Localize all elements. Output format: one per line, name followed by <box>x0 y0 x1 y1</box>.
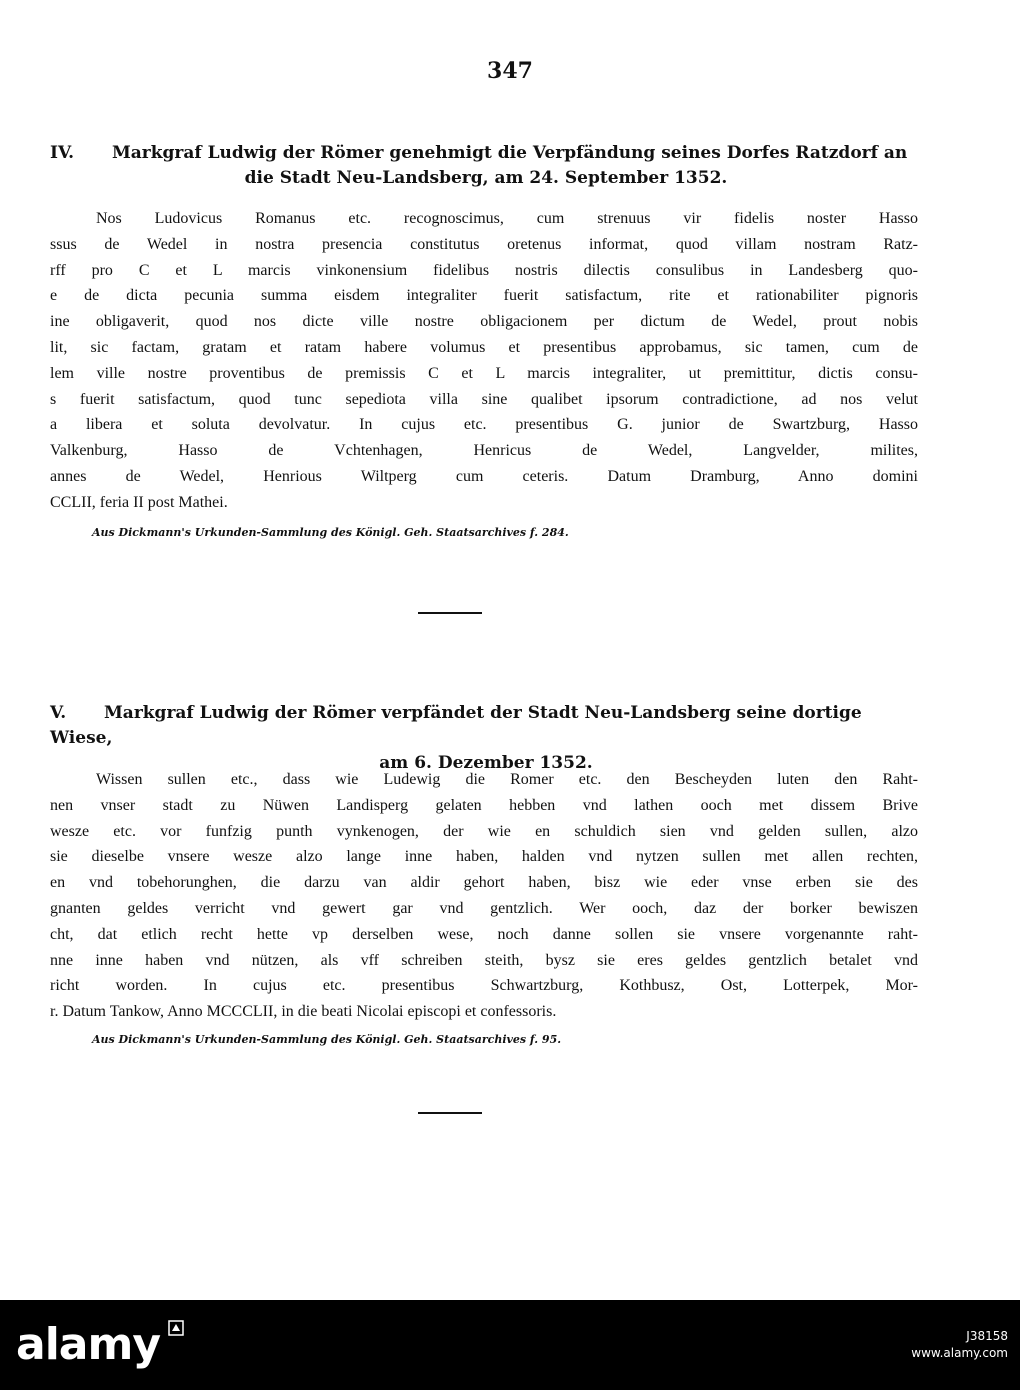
site-url: www.alamy.com <box>911 1346 1008 1360</box>
text-line: nne inne haben vnd nützen, als vff schreiben steith, bysz sie eres geldes gentzlich betalet vnd <box>50 951 918 969</box>
section-title-line2: die Stadt Neu-Landsberg, am 24. September 1352. <box>244 168 728 188</box>
source-note-v: Aus Dickmann's Urkunden-Sammlung des Königl. Geh. Staatsarchives f. 95. <box>92 1033 562 1046</box>
text-line: richt worden. In cujus etc. presentibus Schwartzburg, Kothbusz, Ost, Lotterpek, Mor- <box>50 977 918 995</box>
text-line: Valkenburg, Hasso de Vchtenhagen, Henricus de Wedel, Langvelder, milites, <box>50 442 918 460</box>
section-divider <box>418 1112 482 1114</box>
text-line: annes de Wedel, Henrious Wiltperg cum ceteris. Datum Dramburg, Anno domini <box>50 467 918 485</box>
section-numeral: V. <box>50 703 67 723</box>
source-note-iv: Aus Dickmann's Urkunden-Sammlung des Königl. Geh. Staatsarchives f. 284. <box>92 526 569 539</box>
section-title-line1: Markgraf Ludwig der Römer genehmigt die Verpfändung seines Dorfes Ratzdorf an <box>111 143 908 163</box>
text-line: e de dicta pecunia summa eisdem integraliter fuerit satisfactum, rite et rationabiliter pignoris <box>50 287 918 305</box>
text-line: Wissen sullen etc., dass wie Ludewig die Romer etc. den Bescheyden luten den Raht- <box>96 771 918 788</box>
section-title-line1: Markgraf Ludwig der Römer verpfändet der Stadt Neu-Landsberg seine dortige Wiese, <box>50 703 862 748</box>
section-body-iv <box>50 206 918 516</box>
image-id: J38158 <box>966 1329 1008 1343</box>
text-line: wesze etc. vor funfzig punth vynkenogen, der wie en schuldich sien vnd gelden sullen, alzo <box>50 822 918 840</box>
text-line: ssus de Wedel in nostra presencia constitutus oretenus informat, quod villam nostram Ratz- <box>50 235 918 253</box>
brand-mark-icon <box>168 1320 184 1336</box>
text-line: cht, dat etlich recht hette vp derselben wese, noch danne sollen sie vnsere vorgenannte raht- <box>50 925 918 943</box>
text-line: a libera et soluta devolvatur. In cujus etc. presentibus G. junior de Swartzburg, Hasso <box>50 416 918 434</box>
text-line: sie dieselbe vnsere wesze alzo lange inne haben, halden vnd nytzen sullen met allen rechten, <box>50 848 918 866</box>
text-line: CCLII, feria II post Mathei. <box>50 493 228 511</box>
section-heading-v <box>50 701 922 776</box>
text-line: gnanten geldes verricht vnd gewert gar vnd gentzlich. Wer ooch, daz der borker bewiszen <box>50 899 918 917</box>
section-body-v <box>50 767 918 1025</box>
text-line: lit, sic factam, gratam et ratam habere volumus et presentibus approbamus, sic tamen, cum de <box>50 338 918 356</box>
section-numeral: IV. <box>50 143 75 163</box>
section-heading-iv <box>50 141 922 191</box>
text-line: ine obligaverit, quod nos dicte ville nostre obligacionem per dictum de Wedel, prout nobis <box>50 313 918 331</box>
text-line: lem ville nostre proventibus de premissis C et L marcis integraliter, ut premittitur, dictis consu- <box>50 364 918 382</box>
section-title-line2: am 6. Dezember 1352. <box>379 753 593 773</box>
text-line: Nos Ludovicus Romanus etc. recognoscimus, cum strenuus vir fidelis noster Hasso <box>96 210 918 227</box>
section-divider <box>418 612 482 614</box>
page-number: 347 <box>487 58 533 84</box>
brand-logo: alamy <box>16 1319 160 1370</box>
stock-info <box>911 1328 1008 1362</box>
text-line: nen vnser stadt zu Nüwen Landisperg gelaten hebben vnd lathen ooch met dissem Brive <box>50 796 918 814</box>
text-line: rff pro C et L marcis vinkonensium fidelibus nostris dilectis consulibus in Landesberg quo- <box>50 261 918 279</box>
text-line: r. Datum Tankow, Anno MCCCLII, in die beati Nicolai episcopi et confessoris. <box>50 1003 557 1021</box>
text-line: s fuerit satisfactum, quod tunc sepediota villa sine qualibet ipsorum contradictione, ad nos velut <box>50 390 918 408</box>
text-line: en vnd tobehorunghen, die darzu van aldir gehort haben, bisz wie eder vnse erben sie des <box>50 874 918 892</box>
